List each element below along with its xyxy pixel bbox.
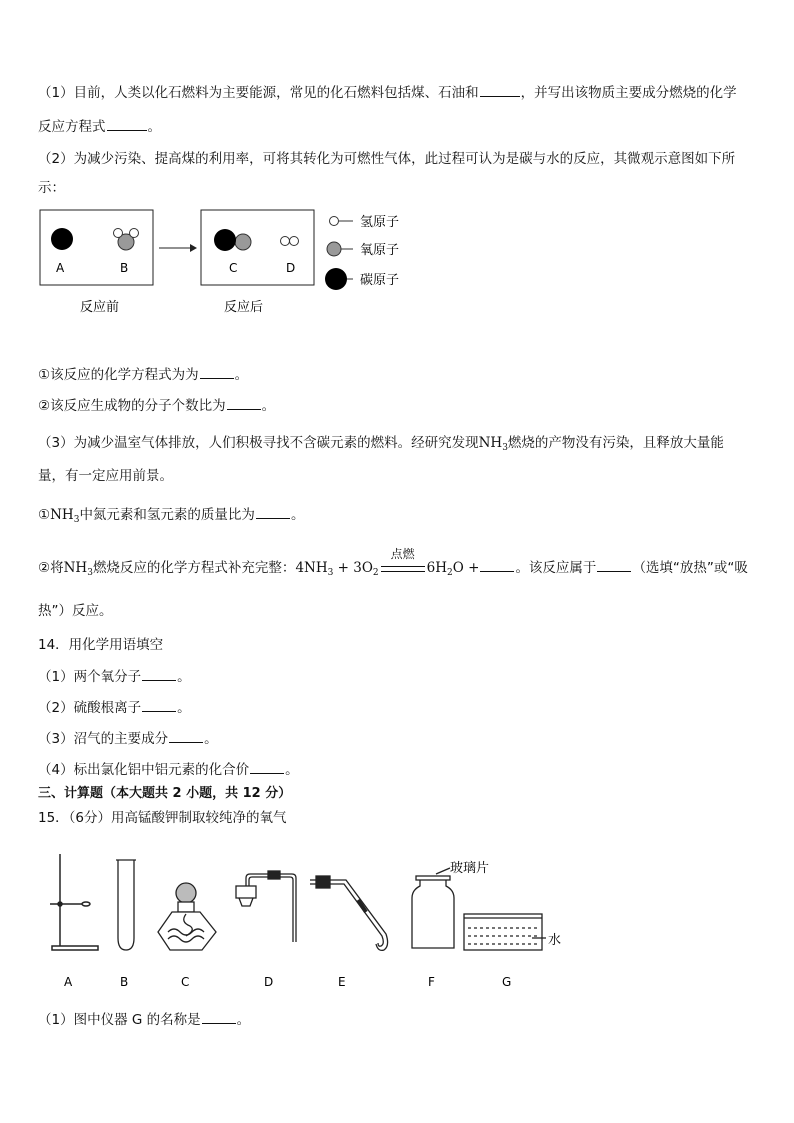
gas-bottle-icon <box>412 868 454 948</box>
label-d: D <box>286 261 296 275</box>
q13-part2-line1: （2）为减少污染、提高煤的利用率，可将其转化为可燃性气体，此过程可认为是碳与水的反应，其微观示意图如下所 <box>38 151 736 167</box>
co-molecule <box>214 229 251 251</box>
q13-part3-line2: 量，有一定应用前景。 <box>38 468 173 484</box>
q14-title: 14．用化学用语填空 <box>38 637 164 653</box>
apparatus-label-g: G <box>502 975 512 989</box>
answer-blank[interactable] <box>142 667 176 681</box>
apparatus-label-d: D <box>264 975 274 989</box>
q14-item-3: （3）沼气的主要成分 。 <box>38 731 218 747</box>
legend-carbon: 碳原子 <box>360 273 400 288</box>
carbon-legend-icon <box>325 268 347 290</box>
reaction-condition: 点燃 <box>379 559 427 577</box>
q15-sub1: （1）图中仪器 G 的名称是 。 <box>38 1012 251 1028</box>
water-trough-icon <box>464 914 546 950</box>
q13-part1-line2: 反应方程式 。 <box>38 119 161 135</box>
answer-blank[interactable] <box>597 558 631 572</box>
hydrogen-legend-icon <box>330 217 339 226</box>
answer-blank[interactable] <box>480 83 520 97</box>
before-label: 反应前 <box>80 300 120 315</box>
label-a: A <box>56 261 65 275</box>
water-molecule <box>114 229 139 251</box>
h2-molecule <box>281 237 299 246</box>
q14-item-4: （4）标出氯化铝中铝元素的化合价 。 <box>38 762 299 778</box>
oxygen-legend-icon <box>327 242 341 256</box>
q13-part3-line1: （3）为减少温室气体排放，人们积极寻找不含碳元素的燃料。经研究发现$NH_3$燃烧的产物没有污染，且释放大量能 <box>38 435 724 453</box>
q15-title: 15．（6分）用高锰酸钾制取较纯净的氧气 <box>38 810 287 826</box>
answer-blank[interactable] <box>142 698 176 712</box>
arrow-head <box>190 244 197 252</box>
after-label: 反应后 <box>224 300 264 315</box>
water-label: 水 <box>548 933 562 948</box>
test-tube-icon <box>118 860 134 950</box>
answer-blank[interactable] <box>256 505 290 519</box>
answer-blank[interactable] <box>169 729 203 743</box>
answer-blank[interactable] <box>107 117 147 131</box>
answer-blank[interactable] <box>202 1010 236 1024</box>
q13-sub1: ①该反应的化学方程式为为 。 <box>38 367 249 383</box>
q13-part2-line2: 示： <box>38 180 65 196</box>
q13-part1-line1: （1）目前，人类以化石燃料为主要能源，常见的化石燃料包括煤、石油和 ，并写出该物质主要成分燃烧的化学 <box>38 85 737 101</box>
answer-blank[interactable] <box>480 558 514 572</box>
q13-part3-last: 热”）反应。 <box>38 603 113 619</box>
answer-blank[interactable] <box>250 760 284 774</box>
apparatus-label-a: A <box>64 975 73 989</box>
legend-oxygen: 氧原子 <box>360 243 400 258</box>
section-3-heading: 三、计算题（本大题共 2 小题，共 12 分） <box>38 786 292 801</box>
apparatus-label-b: B <box>120 975 129 989</box>
label-b: B <box>120 261 129 275</box>
stopper-tube-icon <box>236 871 296 942</box>
legend-hydrogen: 氢原子 <box>360 215 400 230</box>
apparatus-label-c: C <box>181 975 190 989</box>
q13-sub2: ②该反应生成物的分子个数比为 。 <box>38 398 276 414</box>
iron-stand-icon <box>50 854 98 950</box>
q13-part3-sub2: ②将$NH_3$燃烧反应的化学方程式补充完整：$4NH_3 + 3O_2$ 点燃 $6H_2O$ + 。该反应属于 （选填“放热”或“吸 <box>38 547 748 578</box>
rubber-stopper-tube-icon <box>310 876 388 950</box>
carbon-atom <box>51 228 73 250</box>
label-c: C <box>229 261 238 275</box>
q14-item-2: （2）硫酸根离子 。 <box>38 700 191 716</box>
apparatus-figure <box>40 850 580 995</box>
equation: $4NH_3 + 3O_2$ 点燃 $6H_2O$ + <box>295 547 480 578</box>
answer-blank[interactable] <box>227 396 261 410</box>
q13-part3-sub1: $①NH_3$中氮元素和氢元素的质量比为 。 <box>38 507 305 525</box>
alcohol-lamp-icon <box>158 883 216 950</box>
reaction-diagram <box>38 208 428 320</box>
q14-item-1: （1）两个氧分子 。 <box>38 669 191 685</box>
glass-plate-label: 玻璃片 <box>450 861 490 876</box>
legend <box>325 215 399 290</box>
apparatus-label-e: E <box>338 975 346 989</box>
apparatus-label-f: F <box>428 975 435 989</box>
answer-blank[interactable] <box>200 365 234 379</box>
